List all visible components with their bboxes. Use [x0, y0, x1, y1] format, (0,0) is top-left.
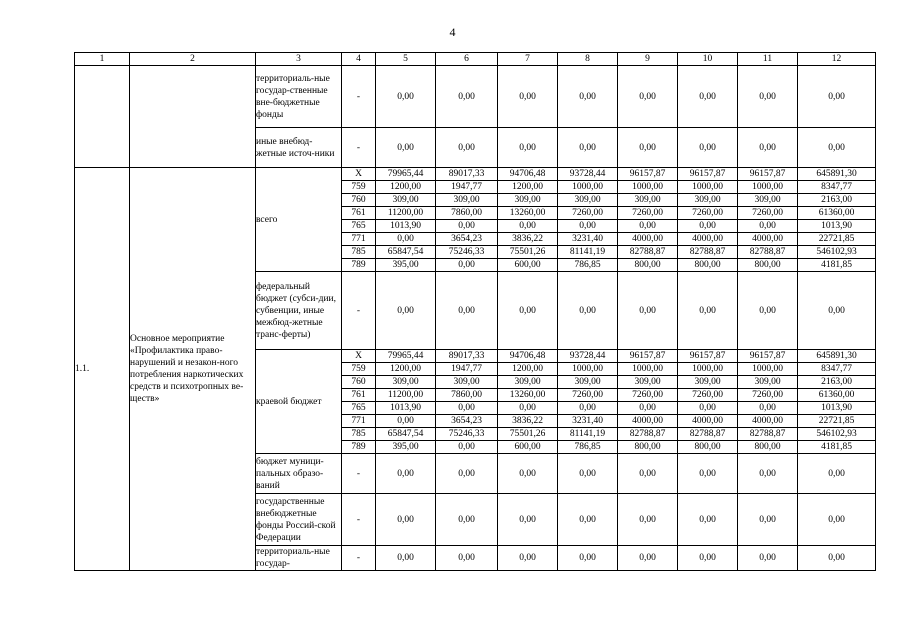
- value-cell: 7260,00: [738, 389, 797, 402]
- value-cell: 82788,87: [618, 428, 677, 441]
- value-cell: 7260,00: [738, 207, 797, 220]
- value-cell: 82788,87: [738, 428, 797, 441]
- code-list: [342, 168, 375, 271]
- value-cell: 0,00: [798, 66, 876, 128]
- empty-cell: [130, 66, 256, 168]
- table-row: [75, 168, 876, 272]
- value-cell: 3231,40: [558, 233, 617, 246]
- value-cell: 0,00: [436, 402, 497, 415]
- measure-title: Основное мероприятие «Профилактика право-нарушений и незакон-ного потребления наркотических средств и психотропных ве-ществ»: [130, 168, 256, 571]
- value-cell: 0,00: [376, 128, 436, 168]
- value-cell: 4000,00: [618, 415, 677, 428]
- value-cell: 0,00: [498, 66, 558, 128]
- value-cell: 0,00: [458, 442, 475, 452]
- value-cell: 309,00: [558, 194, 617, 207]
- value-cell: 309,00: [738, 194, 797, 207]
- value-cell: 1000,00: [678, 363, 737, 376]
- value-cell: 0,00: [436, 220, 497, 233]
- value-cell: 0,00: [436, 494, 498, 546]
- value-cell: 0,00: [738, 402, 797, 415]
- value-list: [436, 168, 497, 271]
- value-cell: 0,00: [738, 546, 798, 571]
- value-cell: 4181,85: [821, 260, 852, 270]
- value-cell: 0,00: [558, 66, 618, 128]
- code-cell: -: [342, 272, 376, 350]
- funding-source: государственные внебюджетные фонды Россий-ской Федерации: [256, 494, 342, 546]
- value-cell: 786,85: [574, 442, 601, 452]
- value-cell: 0,00: [798, 546, 876, 571]
- value-cell: 800,00: [694, 442, 721, 452]
- value-cell: 0,00: [678, 402, 737, 415]
- value-cell: 4181,85: [821, 442, 852, 452]
- value-cell: 0,00: [558, 494, 618, 546]
- value-cell: 0,00: [738, 220, 797, 233]
- value-cell: 395,00: [392, 260, 419, 270]
- value-list: [376, 350, 435, 453]
- value-cell: 0,00: [436, 66, 498, 128]
- value-cell: 0,00: [678, 272, 738, 350]
- value-cell: 75501,26: [498, 428, 557, 441]
- column-header: 3: [256, 53, 342, 66]
- value-cell: 0,00: [738, 66, 798, 128]
- value-cell: 82788,87: [678, 246, 737, 259]
- value-cell: 0,00: [618, 220, 677, 233]
- value-cell: 0,00: [678, 66, 738, 128]
- value-cell: 0,00: [498, 128, 558, 168]
- value-cell: 309,00: [678, 376, 737, 389]
- value-list: [798, 350, 875, 453]
- value-cell: 7860,00: [436, 389, 497, 402]
- table-row: [75, 66, 876, 128]
- value-list: [798, 168, 875, 271]
- column-header: 7: [498, 53, 558, 66]
- value-cell: 2163,00: [798, 376, 875, 389]
- code-cell: -: [342, 546, 376, 571]
- funding-source: всего: [256, 168, 342, 272]
- column-number-row: [75, 53, 876, 66]
- value-cell: 7260,00: [618, 207, 677, 220]
- value-cell: 96157,87: [618, 350, 677, 363]
- code-cell: -: [342, 66, 376, 128]
- value-cell: 1000,00: [678, 181, 737, 194]
- value-cell: 0,00: [436, 128, 498, 168]
- value-cell: 0,00: [498, 402, 557, 415]
- value-cell: 61360,00: [798, 207, 875, 220]
- column-header: 10: [678, 53, 738, 66]
- code-cell: 789: [351, 442, 366, 452]
- value-cell: 1200,00: [376, 181, 435, 194]
- code-cell: 771: [342, 233, 375, 246]
- value-cell: 0,00: [436, 546, 498, 571]
- value-cell: 786,85: [574, 260, 601, 270]
- code-cell: -: [342, 128, 376, 168]
- value-cell: 0,00: [436, 272, 498, 350]
- value-list: [498, 168, 557, 271]
- value-cell: 1000,00: [738, 363, 797, 376]
- value-list: [558, 168, 617, 271]
- code-cell: 785: [342, 428, 375, 441]
- value-cell: 309,00: [436, 376, 497, 389]
- value-cell: 75501,26: [498, 246, 557, 259]
- value-cell: 0,00: [738, 128, 798, 168]
- value-cell: 8347,77: [798, 363, 875, 376]
- value-cell: 0,00: [618, 494, 678, 546]
- value-cell: 1000,00: [738, 181, 797, 194]
- code-cell: 761: [342, 207, 375, 220]
- value-cell: 96157,87: [738, 168, 797, 181]
- value-cell: 0,00: [498, 454, 558, 494]
- value-cell: 0,00: [376, 415, 435, 428]
- value-cell: 0,00: [498, 220, 557, 233]
- column-header: 8: [558, 53, 618, 66]
- value-cell: 645891,30: [798, 350, 875, 363]
- column-header: 11: [738, 53, 798, 66]
- value-cell: 546102,93: [798, 246, 875, 259]
- value-cell: 82788,87: [678, 428, 737, 441]
- value-cell: 800,00: [634, 260, 661, 270]
- value-cell: 93728,44: [558, 350, 617, 363]
- value-cell: 1013,90: [376, 402, 435, 415]
- value-cell: 0,00: [458, 260, 475, 270]
- value-cell: 600,00: [514, 442, 541, 452]
- value-list: [738, 350, 797, 453]
- code-cell: 785: [342, 246, 375, 259]
- code-cell: 765: [342, 402, 375, 415]
- code-cell: 765: [342, 220, 375, 233]
- code-cell: 759: [342, 181, 375, 194]
- code-cell: X: [342, 350, 375, 363]
- value-list: [738, 168, 797, 271]
- value-cell: 0,00: [678, 220, 737, 233]
- value-cell: 94706,48: [498, 350, 557, 363]
- value-cell: 4000,00: [678, 415, 737, 428]
- value-cell: 0,00: [618, 546, 678, 571]
- column-header: 12: [798, 53, 876, 66]
- funding-source: бюджет муници-пальных образо-ваний: [256, 454, 342, 494]
- value-cell: 22721,85: [798, 233, 875, 246]
- value-cell: 0,00: [678, 454, 738, 494]
- value-cell: 0,00: [376, 454, 436, 494]
- value-cell: 0,00: [558, 272, 618, 350]
- value-cell: 0,00: [618, 402, 677, 415]
- value-cell: 7860,00: [436, 207, 497, 220]
- value-cell: 3654,23: [436, 233, 497, 246]
- value-cell: 65847,54: [376, 428, 435, 441]
- value-cell: 7260,00: [678, 389, 737, 402]
- value-cell: 75246,33: [436, 246, 497, 259]
- value-cell: 11200,00: [376, 389, 435, 402]
- value-cell: 0,00: [498, 272, 558, 350]
- value-cell: 546102,93: [798, 428, 875, 441]
- value-cell: 3654,23: [436, 415, 497, 428]
- value-cell: 0,00: [376, 546, 436, 571]
- funding-source: краевой бюджет: [256, 350, 342, 454]
- value-cell: 309,00: [436, 194, 497, 207]
- value-cell: 3836,22: [498, 233, 557, 246]
- value-cell: 7260,00: [558, 389, 617, 402]
- value-cell: 0,00: [376, 66, 436, 128]
- value-cell: 0,00: [738, 272, 798, 350]
- funding-source: территориаль-ные государ-: [256, 546, 342, 571]
- value-cell: 800,00: [694, 260, 721, 270]
- value-cell: 81141,19: [558, 246, 617, 259]
- value-cell: 0,00: [678, 546, 738, 571]
- value-cell: 1000,00: [558, 181, 617, 194]
- column-header: 4: [342, 53, 376, 66]
- value-cell: 96157,87: [618, 168, 677, 181]
- value-cell: 82788,87: [618, 246, 677, 259]
- value-list: [558, 350, 617, 453]
- value-cell: 0,00: [436, 454, 498, 494]
- value-cell: 1947,77: [436, 363, 497, 376]
- value-cell: 4000,00: [738, 415, 797, 428]
- value-cell: 82788,87: [738, 246, 797, 259]
- code-cell: 789: [351, 260, 366, 270]
- value-cell: 1013,90: [798, 220, 875, 233]
- value-cell: 0,00: [618, 128, 678, 168]
- value-list: [678, 168, 737, 271]
- column-header: 1: [75, 53, 130, 66]
- value-cell: 61360,00: [798, 389, 875, 402]
- value-list: [498, 350, 557, 453]
- value-cell: 800,00: [754, 260, 781, 270]
- funding-source: иные внебюд-жетные источ-ники: [256, 128, 342, 168]
- value-cell: 309,00: [618, 194, 677, 207]
- value-cell: 11200,00: [376, 207, 435, 220]
- value-cell: 81141,19: [558, 428, 617, 441]
- value-cell: 0,00: [376, 494, 436, 546]
- value-cell: 22721,85: [798, 415, 875, 428]
- value-cell: 0,00: [558, 546, 618, 571]
- page-number: 4: [449, 25, 456, 39]
- code-cell: 761: [342, 389, 375, 402]
- value-cell: 7260,00: [678, 207, 737, 220]
- value-cell: 8347,77: [798, 181, 875, 194]
- value-cell: 3231,40: [558, 415, 617, 428]
- value-list: [678, 350, 737, 453]
- value-cell: 309,00: [498, 194, 557, 207]
- value-cell: 1947,77: [436, 181, 497, 194]
- value-cell: 0,00: [738, 454, 798, 494]
- column-header: 2: [130, 53, 256, 66]
- value-cell: 1200,00: [376, 363, 435, 376]
- value-cell: 79965,44: [376, 350, 435, 363]
- code-cell: X: [342, 168, 375, 181]
- value-cell: 0,00: [798, 272, 876, 350]
- value-cell: 96157,87: [678, 350, 737, 363]
- value-cell: 0,00: [558, 220, 617, 233]
- measure-number: 1.1.: [75, 168, 130, 571]
- code-cell: 760: [342, 194, 375, 207]
- value-cell: 0,00: [558, 128, 618, 168]
- value-list: [376, 168, 435, 271]
- value-cell: 309,00: [678, 194, 737, 207]
- value-cell: 645891,30: [798, 168, 875, 181]
- value-cell: 79965,44: [376, 168, 435, 181]
- value-cell: 800,00: [634, 442, 661, 452]
- value-cell: 0,00: [618, 454, 678, 494]
- value-cell: 96157,87: [738, 350, 797, 363]
- value-cell: 0,00: [498, 546, 558, 571]
- value-cell: 800,00: [754, 442, 781, 452]
- column-header: 5: [376, 53, 436, 66]
- value-cell: 0,00: [678, 128, 738, 168]
- value-cell: 0,00: [678, 494, 738, 546]
- code-cell: 760: [342, 376, 375, 389]
- value-cell: 93728,44: [558, 168, 617, 181]
- value-cell: 7260,00: [558, 207, 617, 220]
- value-cell: 13260,00: [498, 207, 557, 220]
- value-cell: 2163,00: [798, 194, 875, 207]
- value-cell: 89017,33: [436, 168, 497, 181]
- value-cell: 0,00: [376, 233, 435, 246]
- value-cell: 13260,00: [498, 389, 557, 402]
- value-cell: 309,00: [376, 376, 435, 389]
- value-cell: 1013,90: [798, 402, 875, 415]
- value-cell: 7260,00: [618, 389, 677, 402]
- value-cell: 0,00: [618, 272, 678, 350]
- code-cell: -: [342, 454, 376, 494]
- value-cell: 309,00: [376, 194, 435, 207]
- value-cell: 0,00: [618, 66, 678, 128]
- column-header: 6: [436, 53, 498, 66]
- value-cell: 309,00: [618, 376, 677, 389]
- funding-source: федеральный бюджет (субси-дии, субвенции, иные межбюд-жетные транс-ферты): [256, 272, 342, 350]
- column-header: 9: [618, 53, 678, 66]
- code-cell: 759: [342, 363, 375, 376]
- value-cell: 0,00: [798, 454, 876, 494]
- value-cell: 1200,00: [498, 181, 557, 194]
- value-cell: 4000,00: [738, 233, 797, 246]
- value-cell: 1013,90: [376, 220, 435, 233]
- value-cell: 1000,00: [618, 363, 677, 376]
- code-cell: -: [342, 494, 376, 546]
- value-cell: 96157,87: [678, 168, 737, 181]
- value-cell: 94706,48: [498, 168, 557, 181]
- value-cell: 600,00: [514, 260, 541, 270]
- value-cell: 0,00: [798, 494, 876, 546]
- value-cell: 0,00: [798, 128, 876, 168]
- value-cell: 4000,00: [618, 233, 677, 246]
- value-cell: 3836,22: [498, 415, 557, 428]
- budget-table: [74, 52, 876, 571]
- value-cell: 309,00: [558, 376, 617, 389]
- value-list: [618, 168, 677, 271]
- value-cell: 0,00: [558, 402, 617, 415]
- value-cell: 0,00: [558, 454, 618, 494]
- value-cell: 395,00: [392, 442, 419, 452]
- value-cell: 1000,00: [558, 363, 617, 376]
- value-list: [436, 350, 497, 453]
- value-cell: 309,00: [498, 376, 557, 389]
- value-cell: 75246,33: [436, 428, 497, 441]
- value-cell: 4000,00: [678, 233, 737, 246]
- empty-cell: [75, 66, 130, 168]
- value-list: [618, 350, 677, 453]
- funding-source: территориаль-ные государ-ственные вне-бюджетные фонды: [256, 66, 342, 128]
- value-cell: 0,00: [376, 272, 436, 350]
- value-cell: 309,00: [738, 376, 797, 389]
- value-cell: 65847,54: [376, 246, 435, 259]
- value-cell: 0,00: [738, 494, 798, 546]
- code-list: [342, 350, 375, 453]
- value-cell: 0,00: [498, 494, 558, 546]
- code-cell: 771: [342, 415, 375, 428]
- value-cell: 1200,00: [498, 363, 557, 376]
- value-cell: 89017,33: [436, 350, 497, 363]
- value-cell: 1000,00: [618, 181, 677, 194]
